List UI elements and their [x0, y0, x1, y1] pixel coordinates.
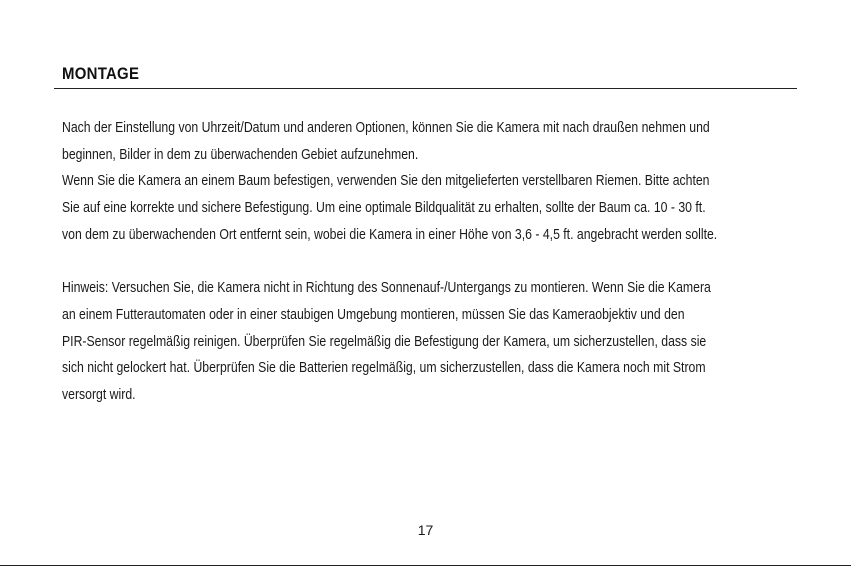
paragraph-2-line: an einem Futterautomaten oder in einer staubigen Umgebung montieren, müssen Sie das Kameraobjektiv und den	[62, 306, 685, 323]
paragraph-spacer	[62, 248, 851, 275]
page-number: 17	[417, 522, 434, 538]
bottom-divider	[0, 565, 851, 566]
title-divider	[54, 88, 797, 89]
page-title: MONTAGE	[62, 64, 140, 83]
paragraph-1-line: Nach der Einstellung von Uhrzeit/Datum und anderen Optionen, können Sie die Kamera mit nach draußen nehmen und	[62, 120, 710, 136]
paragraph-1-line: von dem zu überwachenden Ort entfernt sein, wobei die Kamera in einer Höhe von 3,6 - 4,5 ft. angebracht werden sollte.	[62, 226, 718, 243]
paragraph-1-line: beginnen, Bilder in dem zu überwachenden Gebiet aufzunehmen.	[62, 146, 419, 163]
paragraph-2-line: Hinweis: Versuchen Sie, die Kamera nicht in Richtung des Sonnenauf-/Untergangs zu montieren. Wenn Sie die Kamera	[62, 280, 711, 297]
paragraph-2-line: versorgt wird.	[62, 386, 136, 403]
paragraph-1-line: Wenn Sie die Kamera an einem Baum befestigen, verwenden Sie den mitgelieferten verstellbaren Riemen. Bitte achten	[62, 173, 710, 190]
paragraph-2-line: PIR-Sensor regelmäßig reinigen. Überprüfen Sie regelmäßig die Befestigung der Kamera, um sicherzustellen, dass sie	[62, 333, 707, 350]
paragraph-1-line: Sie auf eine korrekte und sichere Befestigung. Um eine optimale Bildqualität zu erhalten, sollte der Baum ca. 10 - 30 ft.	[62, 200, 706, 217]
paragraph-2-line: sich nicht gelockert hat. Überprüfen Sie die Batterien regelmäßig, um sicherzustellen, dass die Kamera noch mit Strom	[62, 360, 706, 377]
body-text	[62, 115, 851, 409]
